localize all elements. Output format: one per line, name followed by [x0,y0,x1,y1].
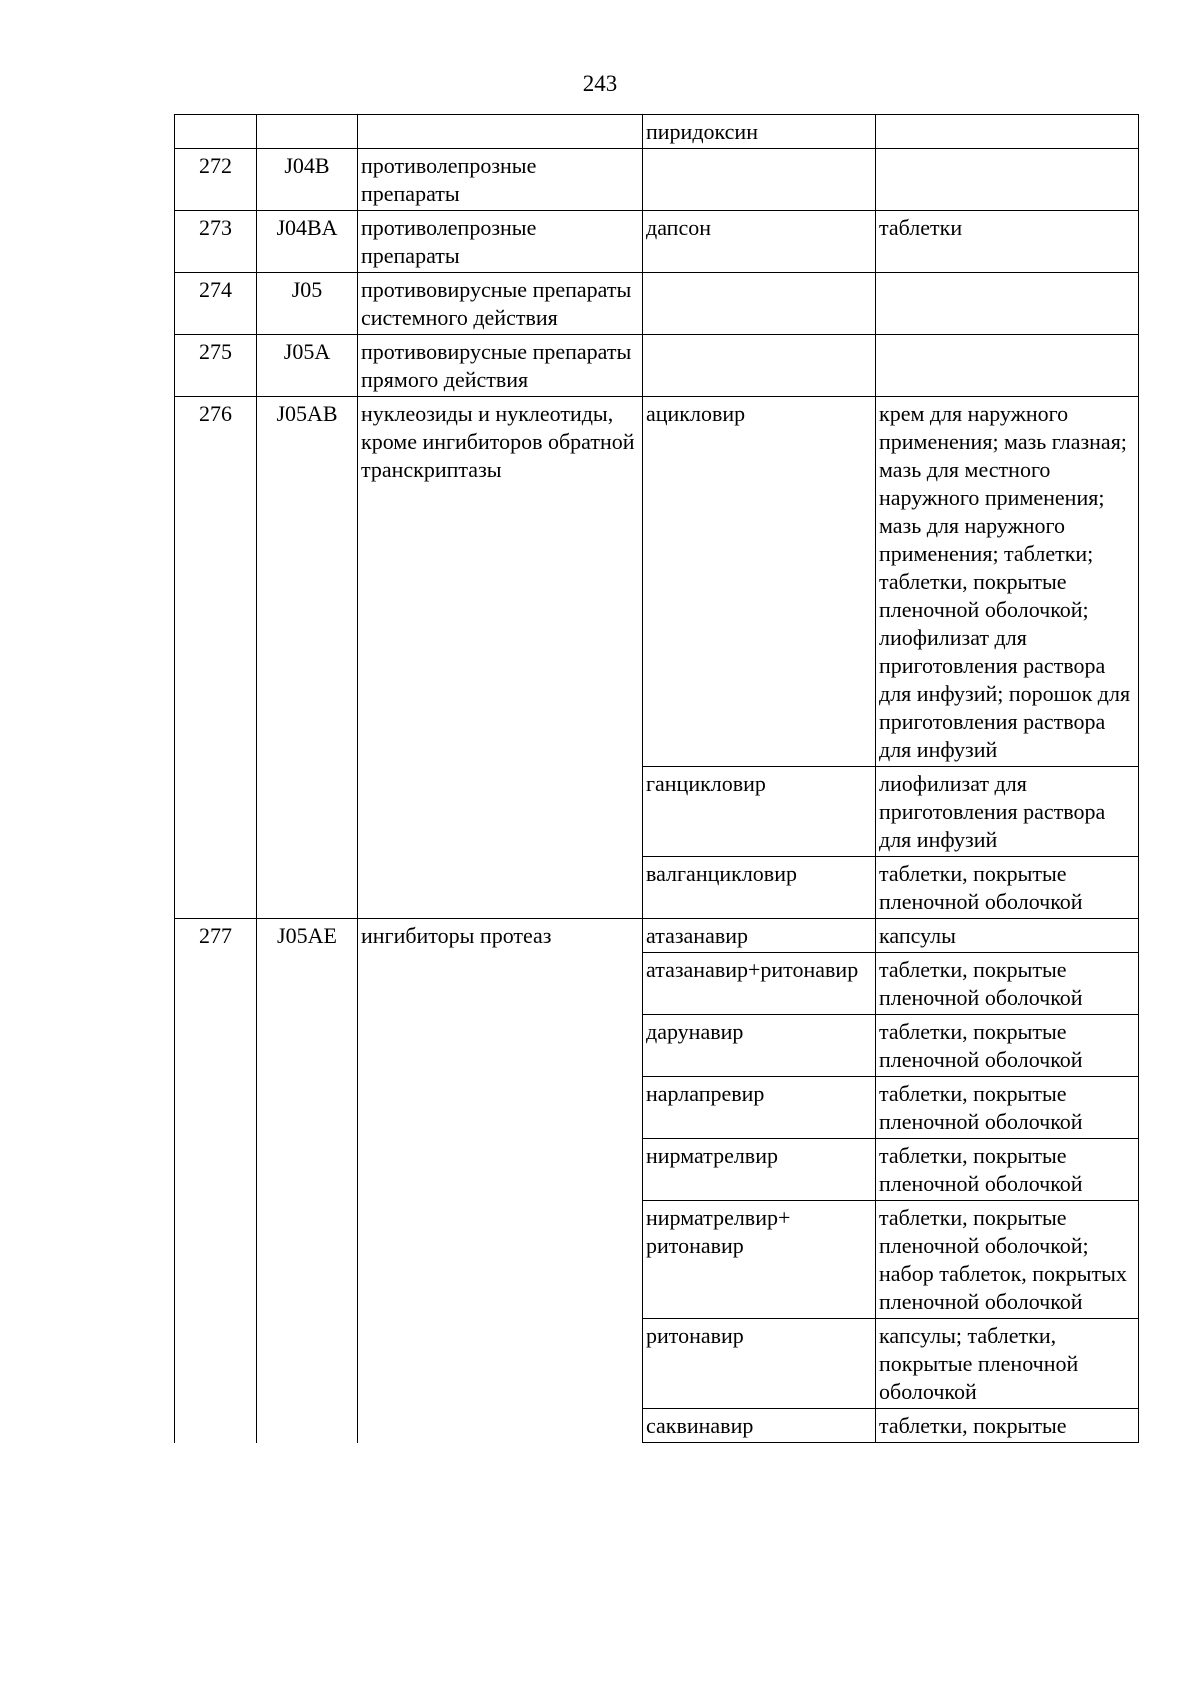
drug-name-cell: нарлапревир [643,1077,876,1139]
atc-code-cell [257,115,358,149]
atc-code-cell: J05AB [257,397,358,919]
dosage-form-cell: лиофилизат для приготовления раствора для инфузий [876,767,1139,857]
dosage-form-cell [876,115,1139,149]
atc-code-cell: J05A [257,335,358,397]
row-number-cell: 275 [175,335,257,397]
drug-name-cell [643,273,876,335]
dosage-form-cell: таблетки, покрытые пленочной оболочкой [876,1015,1139,1077]
anatomical-group-cell: противовирусные препараты системного действия [358,273,643,335]
anatomical-group-cell: противолепрозные препараты [358,211,643,273]
dosage-form-cell: таблетки, покрытые пленочной оболочкой [876,953,1139,1015]
drug-name-cell [643,335,876,397]
drug-name-cell: пиридоксин [643,115,876,149]
table-row [175,397,1139,767]
drug-name-cell [643,149,876,211]
drug-name-cell: нирматрелвир [643,1139,876,1201]
row-number-cell: 272 [175,149,257,211]
dosage-form-cell: таблетки, покрытые [876,1409,1139,1443]
table-row [175,115,1139,149]
drug-name-cell: ацикловир [643,397,876,767]
anatomical-group-cell: нуклеозиды и нуклеотиды, кроме ингибиторов обратной транскриптазы [358,397,643,919]
drug-name-cell: дапсон [643,211,876,273]
drug-name-cell: ритонавир [643,1319,876,1409]
atc-code-cell: J05AE [257,919,358,1443]
atc-code-cell: J04BA [257,211,358,273]
row-number-cell: 277 [175,919,257,1443]
page-number: 243 [582,71,618,96]
dosage-form-cell: таблетки, покрытые пленочной оболочкой [876,857,1139,919]
drug-name-cell: валганцикловир [643,857,876,919]
row-number-cell: 274 [175,273,257,335]
dosage-form-cell [876,335,1139,397]
drug-name-cell: саквинавир [643,1409,876,1443]
table-row [175,149,1139,211]
table-row [175,211,1139,273]
anatomical-group-cell: ингибиторы протеаз [358,919,643,1443]
drug-name-cell: атазанавир+ритонавир [643,953,876,1015]
table-row [175,919,1139,953]
drug-name-cell: ганцикловир [643,767,876,857]
row-number-cell: 273 [175,211,257,273]
atc-code-cell: J04B [257,149,358,211]
anatomical-group-cell [358,115,643,149]
table-row [175,273,1139,335]
dosage-form-cell: крем для наружного применения; мазь глазная; мазь для местного наружного применения; мазь для наружного применения; таблетки; таблетки, покрытые пленочной оболочкой; лиофилизат для приготовления раствора для инфузий; порошок для приготовления раствора для инфузий [876,397,1139,767]
dosage-form-cell: капсулы; таблетки, покрытые пленочной оболочкой [876,1319,1139,1409]
drug-list-table [174,114,1139,1443]
atc-code-cell: J05 [257,273,358,335]
dosage-form-cell: капсулы [876,919,1139,953]
table-row [175,335,1139,397]
row-number-cell [175,115,257,149]
drug-name-cell: дарунавир [643,1015,876,1077]
dosage-form-cell: таблетки, покрытые пленочной оболочкой [876,1077,1139,1139]
anatomical-group-cell: противовирусные препараты прямого действия [358,335,643,397]
dosage-form-cell [876,273,1139,335]
anatomical-group-cell: противолепрозные препараты [358,149,643,211]
drug-name-cell: атазанавир [643,919,876,953]
dosage-form-cell [876,149,1139,211]
dosage-form-cell: таблетки [876,211,1139,273]
drug-name-cell: нирматрелвир+ ритонавир [643,1201,876,1319]
dosage-form-cell: таблетки, покрытые пленочной оболочкой; набор таблеток, покрытых пленочной оболочкой [876,1201,1139,1319]
dosage-form-cell: таблетки, покрытые пленочной оболочкой [876,1139,1139,1201]
row-number-cell: 276 [175,397,257,919]
